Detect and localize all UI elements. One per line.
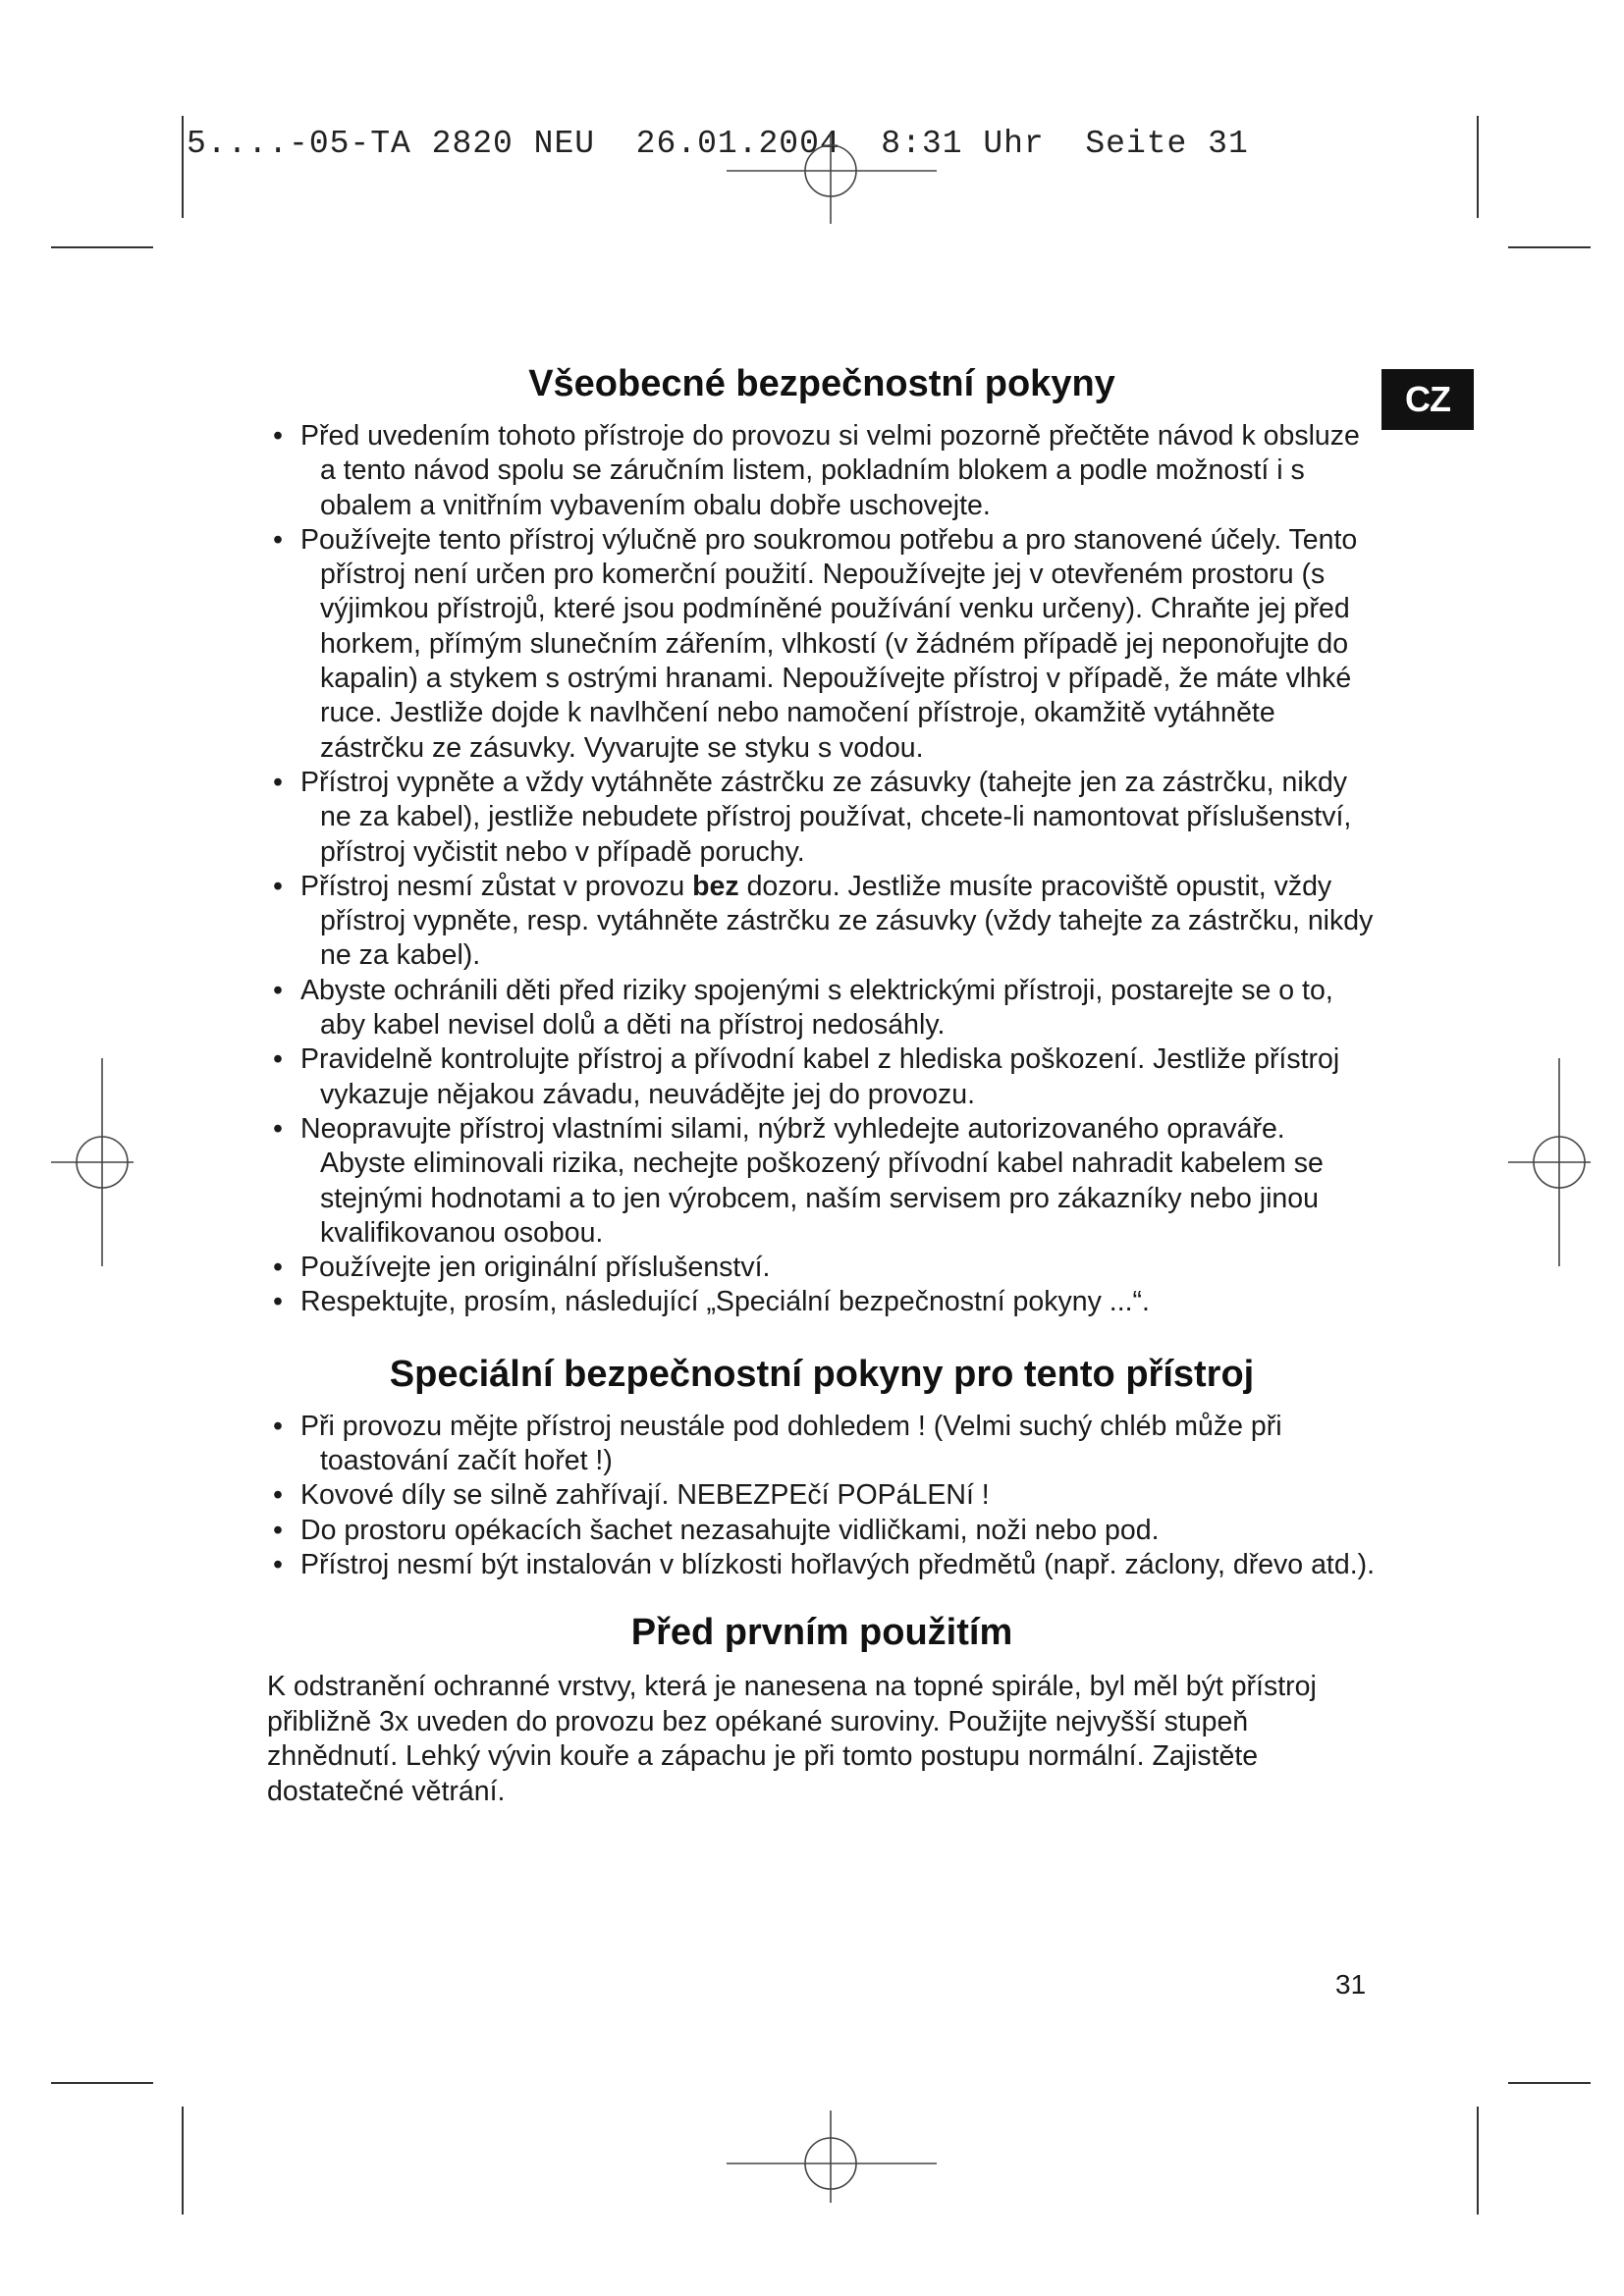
special-safety-list: [267, 1410, 1377, 1582]
list-item: • Kovové díly se silně zahřívají. NEBEZPEčí POPáLENí !: [267, 1478, 1377, 1513]
registration-mark-top: [727, 133, 937, 224]
list-item: [267, 870, 1377, 974]
list-item: • Při provozu mějte přístroj neustále pod dohledem ! (Velmi suchý chléb může při toastování začít hořet !): [267, 1410, 1377, 1479]
page-content: [267, 353, 1377, 1809]
first-use-paragraph: K odstranění ochranné vrstvy, která je nanesena na topné spirále, byl měl být přístroj přibližně 3x uveden do provozu bez opékané suroviny. Použijte nejvyšší stupeň zhnědnutí. Lehký vývin kouře a zápachu je při tomto postupu normální. Zajistěte dostatečné větrání.: [267, 1671, 1317, 1807]
list-item-text: dozoru. Jestliže musíte pracoviště opustit, vždy přístroj vypněte, resp. vytáhněte zástrčku ze zásuvky (vždy tahejte za zástrčku, nikdy ne za kabel).: [320, 870, 1374, 972]
print-slug-header: 5....-05-TA 2820 NEU 26.01.2004 8:31 Uhr Seite 31: [187, 126, 1249, 162]
general-safety-list: [267, 419, 1377, 1320]
list-item: • Abyste ochránili děti před riziky spojenými s elektrickými přístroji, postarejte se o to, aby kabel nevisel dolů a děti na přístroj nedosáhly.: [267, 974, 1377, 1043]
list-item: • Neopravujte přístroj vlastními silami, nýbrž vyhledejte autorizovaného opraváře. Abyste eliminovali rizika, nechejte poškozený přívodní kabel nahradit kabelem se stejnými hodnotami a to jen výrobcem, naším servisem pro zákazníky nebo jinou kvalifikovanou osobou.: [267, 1112, 1377, 1251]
list-item: • Používejte tento přístroj výlučně pro soukromou potřebu a pro stanovené účely. Tento přístroj není určen pro komerční použití. Nepoužívejte jej v otevřeném prostoru (s výjimkou přístrojů, které jsou podmíněné používání venku určeny). Chraňte jej před horkem, přímým slunečním zářením, vlhkostí (v žádném případě jej neponořujte do kapalin) a stykem s ostrými hranami. Nepoužívejte přístroj v případě, že máte vlhké ruce. Jestliže dojde k navlhčení nebo namočení přístroje, okamžitě vytáhněte zástrčku ze zásuvky. Vyvarujte se styku s vodou.: [267, 523, 1377, 766]
language-tab: CZ: [1381, 369, 1474, 430]
list-item: • Před uvedením tohoto přístroje do provozu si velmi pozorně přečtěte návod k obsluze a tento návod spolu se záručním listem, pokladním blokem a podle možností i s obalem a vnitřním vybavením obalu dobře uschovejte.: [267, 419, 1377, 523]
section-title-special-safety: Speciální bezpečnostní pokyny pro tento přístroj: [389, 1353, 1255, 1395]
list-item: • Používejte jen originální příslušenství.: [267, 1251, 1377, 1285]
list-item: • Respektujte, prosím, následující „Speciální bezpečnostní pokyny ...“.: [267, 1285, 1377, 1319]
section-title-before-first-use: Před prvním použitím: [630, 1612, 1013, 1654]
registration-mark-left: [51, 1058, 134, 1266]
list-item: • Pravidelně kontrolujte přístroj a přívodní kabel z hlediska poškození. Jestliže přístroj vykazuje nějakou závadu, neuvádějte jej do provozu.: [267, 1042, 1377, 1112]
section-title-general-safety: Všeobecné bezpečnostní pokyny: [528, 363, 1115, 404]
emphasis-text: bez: [692, 870, 739, 902]
registration-mark-bottom: [727, 2110, 937, 2203]
list-item: • Přístroj nesmí být instalován v blízkosti hořlavých předmětů (např. záclony, dřevo atd.).: [267, 1548, 1377, 1582]
list-item-text: Přístroj nesmí zůstat v provozu: [300, 870, 693, 902]
registration-mark-right: [1508, 1058, 1591, 1266]
list-item: • Přístroj vypněte a vždy vytáhněte zástrčku ze zásuvky (tahejte jen za zástrčku, nikdy ne za kabel), jestliže nebudete přístroj používat, chcete-li namontovat příslušenství, přístroj vyčistit nebo v případě poruchy.: [267, 766, 1377, 870]
page-number: 31: [1335, 1969, 1367, 2000]
list-item: • Do prostoru opékacích šachet nezasahujte vidličkami, noži nebo pod.: [267, 1514, 1377, 1548]
